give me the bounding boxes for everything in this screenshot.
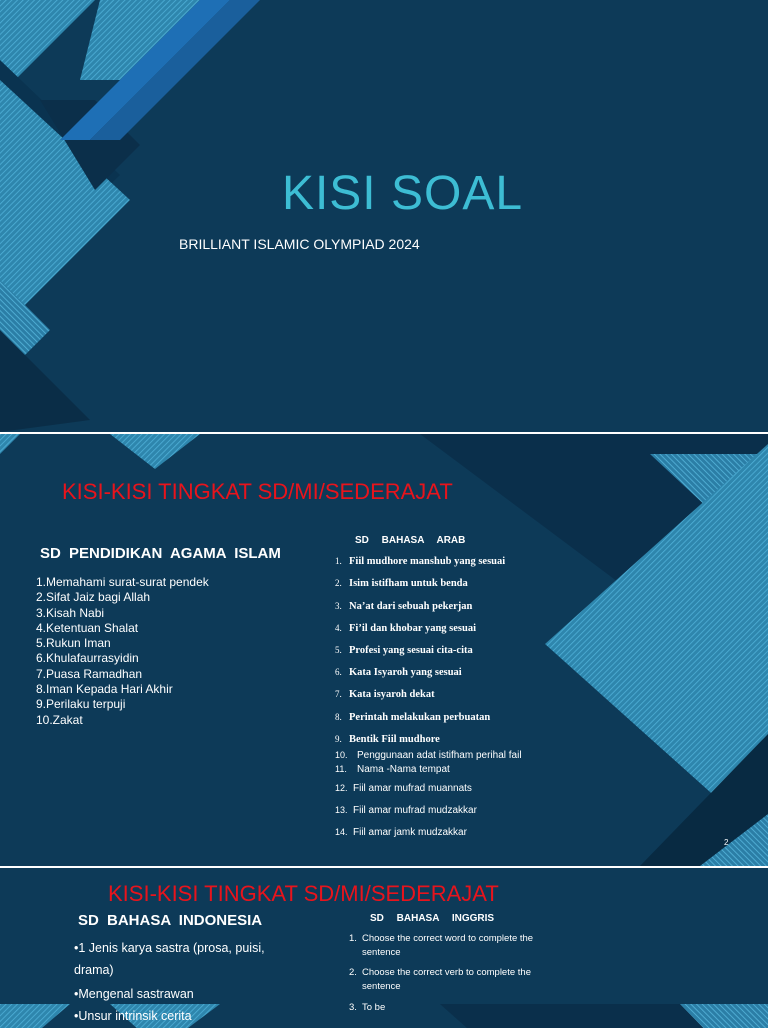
list-item: 4.Ketentuan Shalat (36, 620, 139, 635)
list-item: 3.Kisah Nabi (36, 605, 105, 620)
list-item: 9. Bentik Fiil mudhore (335, 734, 440, 745)
slide1-subtitle: BRILLIANT ISLAMIC OLYMPIAD 2024 (179, 236, 420, 252)
inggris-header: SD BAHASA INGGRIS (370, 913, 495, 924)
list-item: drama) (74, 963, 114, 977)
list-item: 6.Khulafaurrasyidin (36, 651, 139, 666)
list-item: 2. Isim istifham untuk benda (335, 578, 468, 589)
slide3-heading: KISI-KISI TINGKAT SD/MI/SEDERAJAT (108, 881, 499, 906)
page-number: 2 (724, 838, 729, 847)
list-item: 2. Choose the correct verb to complete the sentence (349, 967, 531, 992)
list-item: 10. Penggunaan adat istifham perihal fail (335, 750, 522, 761)
list-item: 6. Kata Isyaroh yang sesuai (335, 667, 462, 678)
list-item: 1. Fiil mudhore manshub yang sesuai (335, 556, 506, 567)
list-item: 12. Fiil amar mufrad muannats (335, 783, 472, 794)
pai-header: SD PENDIDIKAN AGAMA ISLAM (40, 545, 281, 562)
arab-header: SD BAHASA ARAB (355, 535, 466, 546)
slide1-title: KISI SOAL (281, 167, 524, 220)
list-item: 10.Zakat (36, 712, 83, 727)
list-item: •Mengenal sastrawan (74, 987, 194, 1001)
list-item: 14. Fiil amar jamk mudzakkar (335, 827, 467, 838)
list-item: 7. Kata isyaroh dekat (335, 689, 435, 700)
list-item: 9.Perilaku terpuji (36, 697, 126, 712)
list-item: 1.Memahami surat-surat pendek (36, 575, 209, 589)
list-item: 3. To be (349, 1002, 386, 1013)
list-item: •1 Jenis karya sastra (prosa, puisi, (74, 941, 265, 955)
list-item: 1. Choose the correct word to complete the sentence (349, 933, 534, 958)
list-item: 11. Nama -Nama tempat (335, 764, 450, 775)
list-item: 3. Na’at dari sebuah pekerjan (335, 601, 473, 612)
title-slide (0, 0, 768, 432)
slide2-heading: KISI-KISI TINGKAT SD/MI/SEDERAJAT (62, 479, 453, 504)
list-item: 4. Fi’il dan khobar yang sesuai (335, 623, 477, 634)
list-item: 8. Perintah melakukan perbuatan (335, 712, 491, 723)
pai-list (36, 575, 209, 728)
list-item: 5.Rukun Iman (36, 636, 111, 651)
list-item: 2.Sifat Jaiz bagi Allah (36, 590, 151, 605)
list-item: 5. Profesi yang sesuai cita-cita (335, 645, 473, 656)
list-item: 13. Fiil amar mufrad mudzakkar (335, 805, 477, 816)
list-item: 8.Iman Kepada Hari Akhir (36, 682, 173, 697)
indo-header: SD BAHASA INDONESIA (78, 912, 263, 929)
list-item: 7.Puasa Ramadhan (36, 666, 143, 681)
list-item: •Unsur intrinsik cerita (74, 1009, 192, 1023)
